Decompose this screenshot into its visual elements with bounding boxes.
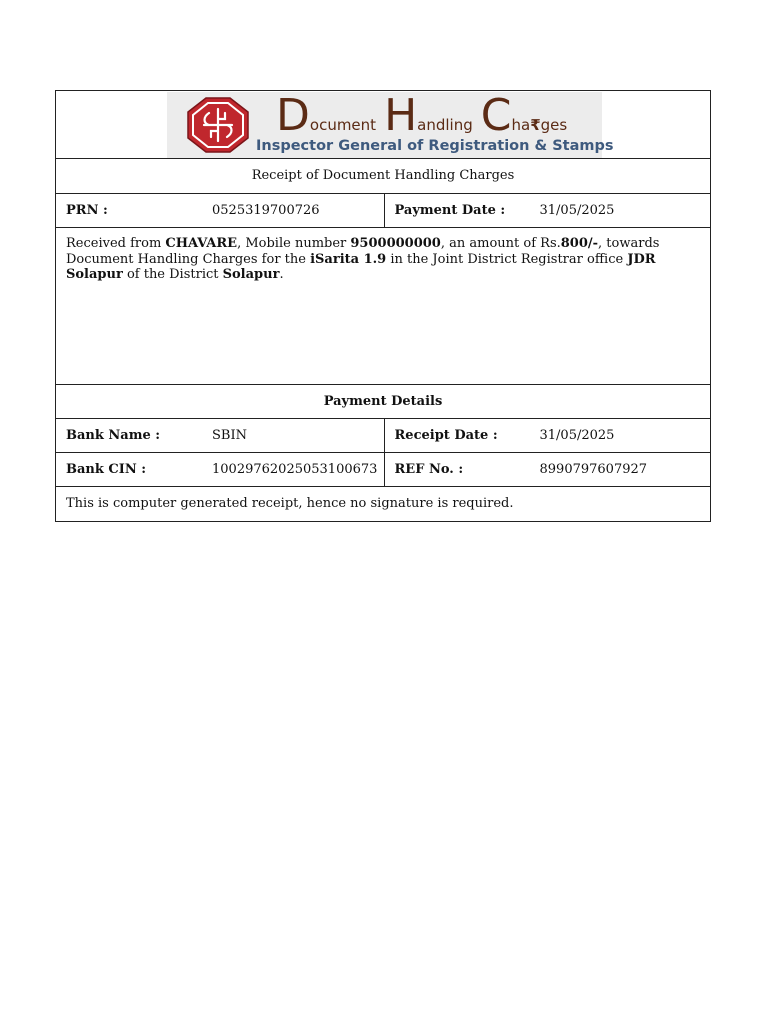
receipt-date-value: 31/05/2025	[539, 428, 615, 443]
mobile-number: 9500000000	[350, 236, 441, 251]
bank-name-cell	[56, 419, 385, 452]
receipt-title: Receipt of Document Handling Charges	[56, 159, 710, 194]
brand-word-charges-a: ha	[511, 116, 531, 134]
brand-word-document: ocument	[309, 116, 377, 134]
prn-value: 0525319700726	[212, 203, 320, 218]
payment-date-label: Payment Date :	[394, 203, 506, 218]
prn-cell	[56, 194, 385, 227]
bank-cin-row	[56, 453, 710, 487]
bank-name-value: SBIN	[212, 428, 247, 443]
bank-name-row	[56, 419, 710, 453]
payment-date-value: 31/05/2025	[539, 203, 615, 218]
payer-name: CHAVARE	[165, 236, 238, 251]
body-text: , an amount of Rs.	[440, 236, 561, 251]
seal-emblem-icon	[187, 97, 249, 153]
payment-details-heading: Payment Details	[56, 385, 710, 419]
body-text: of the District	[122, 267, 223, 282]
prn-row	[56, 194, 710, 228]
body-text: in the Joint District Registrar office	[386, 251, 628, 267]
brand-letter-c: C	[480, 90, 512, 141]
bank-name-label: Bank Name :	[66, 428, 161, 443]
ref-no-label: REF No. :	[394, 462, 464, 477]
amount: 800/-	[560, 236, 599, 251]
bank-cin-cell	[56, 453, 385, 486]
brand-letter-d: D	[276, 90, 310, 141]
body-text: , towards Document Handling Charges for the	[66, 236, 660, 267]
receipt-table	[55, 90, 711, 522]
prn-label: PRN :	[66, 203, 108, 218]
logo-row	[56, 91, 710, 159]
rupee-icon: ₹	[530, 116, 541, 134]
district-name: Solapur	[222, 267, 280, 282]
receipt-date-cell	[385, 419, 711, 452]
document-handling-charges-banner	[167, 90, 614, 158]
brand-word-charges-b: ges	[540, 116, 568, 134]
payment-date-cell	[385, 194, 711, 227]
receipt-body-text	[56, 228, 710, 385]
brand-wordmark	[276, 92, 567, 140]
brand-word-handling: andling	[417, 116, 473, 134]
brand-letter-h: H	[384, 90, 418, 141]
footer-note: This is computer generated receipt, hence no signature is required.	[66, 496, 514, 511]
body-text: , Mobile number	[237, 236, 351, 251]
brand-subtitle: Inspector General of Registration & Stamps	[256, 138, 614, 154]
office-name: JDR Solapur	[66, 251, 656, 282]
ref-no-cell	[385, 453, 711, 486]
body-text: Received from	[66, 236, 166, 251]
bank-cin-label: Bank CIN :	[66, 462, 147, 477]
receipt-date-label: Receipt Date :	[394, 428, 498, 443]
body-text: .	[279, 267, 284, 282]
application-name: iSarita 1.9	[310, 251, 387, 267]
bank-cin-value: 10029762025053100673	[212, 462, 378, 477]
ref-no-value: 8990797607927	[539, 462, 648, 477]
